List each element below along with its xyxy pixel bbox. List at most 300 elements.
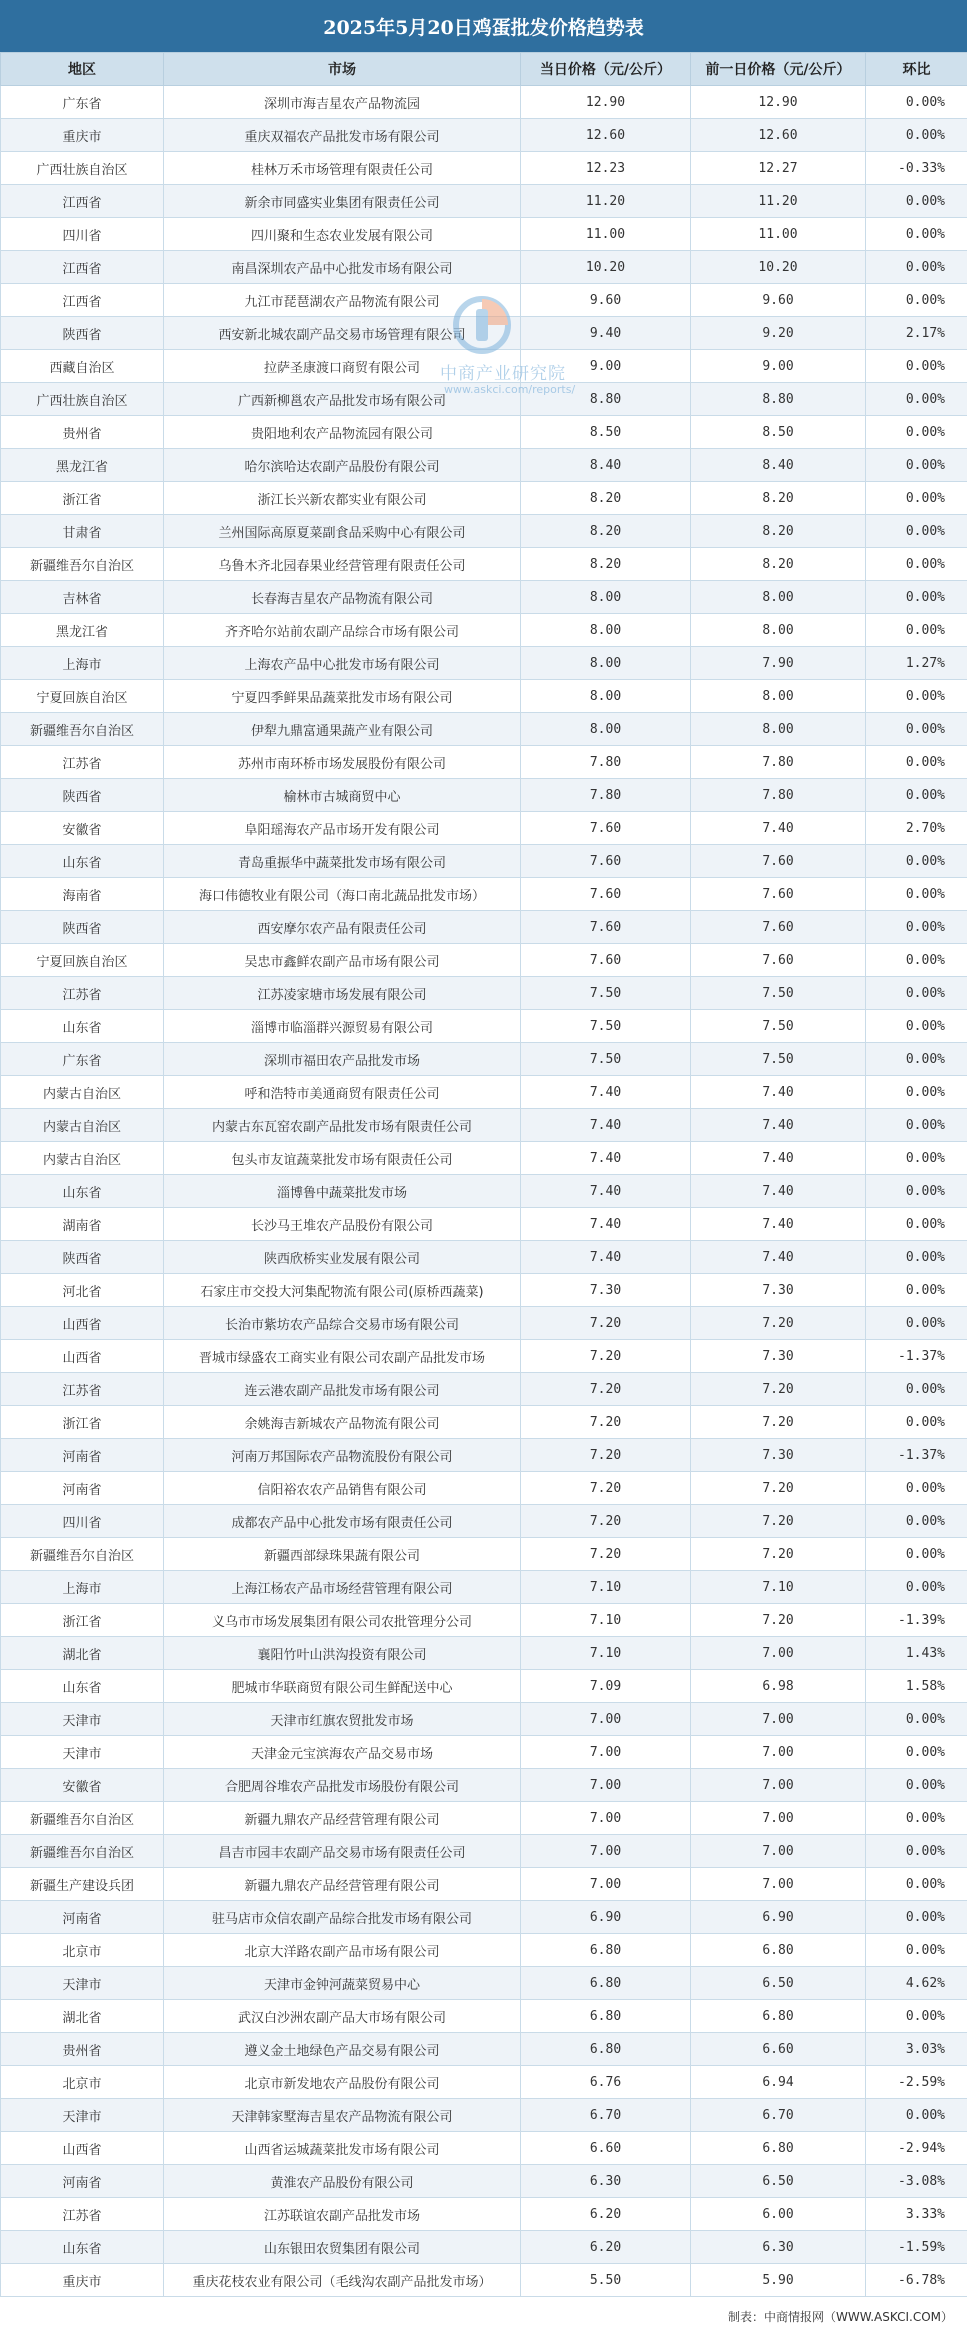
cell-region: 宁夏回族自治区 [1, 944, 164, 977]
cell-market: 天津金元宝滨海农产品交易市场 [164, 1736, 521, 1769]
cell-market: 呼和浩特市美通商贸有限责任公司 [164, 1076, 521, 1109]
cell-market: 淄博市临淄群兴源贸易有限公司 [164, 1010, 521, 1043]
cell-prev-price: 7.40 [691, 1175, 866, 1208]
table-row [1, 779, 967, 812]
table-row [1, 548, 967, 581]
cell-change: 2.70% [866, 812, 967, 845]
cell-today-price: 7.00 [521, 1835, 691, 1868]
cell-change: 0.00% [866, 1406, 967, 1439]
cell-region: 安徽省 [1, 812, 164, 845]
cell-region: 河南省 [1, 1901, 164, 1934]
cell-prev-price: 7.20 [691, 1307, 866, 1340]
cell-prev-price: 7.30 [691, 1274, 866, 1307]
cell-region: 新疆维吾尔自治区 [1, 1538, 164, 1571]
cell-market: 哈尔滨哈达农副产品股份有限公司 [164, 449, 521, 482]
cell-region: 天津市 [1, 1703, 164, 1736]
cell-market: 四川聚和生态农业发展有限公司 [164, 218, 521, 251]
table-row [1, 2165, 967, 2198]
cell-market: 南昌深圳农产品中心批发市场有限公司 [164, 251, 521, 284]
cell-today-price: 7.40 [521, 1109, 691, 1142]
cell-region: 安徽省 [1, 1769, 164, 1802]
cell-market: 山西省运城蔬菜批发市场有限公司 [164, 2132, 521, 2165]
cell-prev-price: 7.30 [691, 1340, 866, 1373]
cell-market: 宁夏四季鲜果品蔬菜批发市场有限公司 [164, 680, 521, 713]
cell-prev-price: 6.80 [691, 1934, 866, 1967]
watermark-url: www.askci.com/reports/ [444, 383, 576, 396]
cell-today-price: 7.40 [521, 1076, 691, 1109]
cell-market: 天津韩家墅海吉星农产品物流有限公司 [164, 2099, 521, 2132]
cell-change: 0.00% [866, 944, 967, 977]
cell-today-price: 6.80 [521, 2000, 691, 2033]
table-row [1, 1340, 967, 1373]
table-row [1, 86, 967, 119]
cell-market: 昌吉市园丰农副产品交易市场有限责任公司 [164, 1835, 521, 1868]
cell-change: 0.00% [866, 713, 967, 746]
cell-market: 天津市红旗农贸批发市场 [164, 1703, 521, 1736]
cell-market: 陕西欣桥实业发展有限公司 [164, 1241, 521, 1274]
cell-market: 上海农产品中心批发市场有限公司 [164, 647, 521, 680]
cell-market: 肥城市华联商贸有限公司生鲜配送中心 [164, 1670, 521, 1703]
table-row [1, 218, 967, 251]
cell-today-price: 7.20 [521, 1505, 691, 1538]
cell-prev-price: 12.60 [691, 119, 866, 152]
table-row [1, 1406, 967, 1439]
cell-today-price: 6.80 [521, 1934, 691, 1967]
cell-today-price: 7.50 [521, 977, 691, 1010]
table-row [1, 2033, 967, 2066]
cell-region: 山西省 [1, 1340, 164, 1373]
cell-change: 0.00% [866, 1505, 967, 1538]
cell-today-price: 6.80 [521, 1967, 691, 2000]
cell-market: 连云港农副产品批发市场有限公司 [164, 1373, 521, 1406]
cell-region: 山东省 [1, 845, 164, 878]
cell-region: 湖南省 [1, 1208, 164, 1241]
cell-region: 湖北省 [1, 2000, 164, 2033]
cell-region: 河南省 [1, 1439, 164, 1472]
table-row [1, 1307, 967, 1340]
cell-prev-price: 7.00 [691, 1703, 866, 1736]
cell-change: 0.00% [866, 878, 967, 911]
cell-region: 广西壮族自治区 [1, 152, 164, 185]
cell-today-price: 11.20 [521, 185, 691, 218]
cell-region: 重庆市 [1, 119, 164, 152]
cell-region: 陕西省 [1, 779, 164, 812]
cell-change: 0.00% [866, 350, 967, 383]
cell-today-price: 7.40 [521, 1208, 691, 1241]
cell-today-price: 7.20 [521, 1373, 691, 1406]
cell-prev-price: 7.20 [691, 1604, 866, 1637]
cell-market: 包头市友谊蔬菜批发市场有限责任公司 [164, 1142, 521, 1175]
table-row [1, 1835, 967, 1868]
cell-market: 北京市新发地农产品股份有限公司 [164, 2066, 521, 2099]
table-row [1, 1538, 967, 1571]
table-row [1, 1076, 967, 1109]
table-row [1, 1934, 967, 1967]
cell-prev-price: 8.80 [691, 383, 866, 416]
cell-region: 山东省 [1, 2231, 164, 2264]
cell-prev-price: 6.80 [691, 2000, 866, 2033]
cell-region: 天津市 [1, 2099, 164, 2132]
cell-region: 浙江省 [1, 1406, 164, 1439]
cell-change: 0.00% [866, 1175, 967, 1208]
cell-market: 拉萨圣康渡口商贸有限公司 [164, 350, 521, 383]
cell-today-price: 5.50 [521, 2264, 691, 2297]
cell-prev-price: 7.60 [691, 845, 866, 878]
table-row [1, 449, 967, 482]
cell-change: 3.33% [866, 2198, 967, 2231]
cell-prev-price: 7.40 [691, 1109, 866, 1142]
cell-prev-price: 8.20 [691, 482, 866, 515]
cell-prev-price: 6.70 [691, 2099, 866, 2132]
cell-prev-price: 7.20 [691, 1505, 866, 1538]
cell-market: 西安摩尔农产品有限责任公司 [164, 911, 521, 944]
table-row [1, 1142, 967, 1175]
cell-prev-price: 6.90 [691, 1901, 866, 1934]
cell-change: 0.00% [866, 1142, 967, 1175]
cell-region: 新疆生产建设兵团 [1, 1868, 164, 1901]
cell-market: 深圳市福田农产品批发市场 [164, 1043, 521, 1076]
cell-today-price: 7.20 [521, 1439, 691, 1472]
cell-today-price: 11.00 [521, 218, 691, 251]
table-row [1, 1109, 967, 1142]
cell-change: 0.00% [866, 1241, 967, 1274]
table-row [1, 1571, 967, 1604]
table-row [1, 1439, 967, 1472]
cell-change: 0.00% [866, 614, 967, 647]
cell-region: 新疆维吾尔自治区 [1, 713, 164, 746]
cell-change: 0.00% [866, 911, 967, 944]
cell-prev-price: 8.00 [691, 581, 866, 614]
cell-today-price: 6.30 [521, 2165, 691, 2198]
cell-prev-price: 7.40 [691, 1241, 866, 1274]
cell-change: 0.00% [866, 2099, 967, 2132]
table-row [1, 1208, 967, 1241]
cell-market: 贵阳地利农产品物流园有限公司 [164, 416, 521, 449]
cell-market: 上海江杨农产品市场经营管理有限公司 [164, 1571, 521, 1604]
table-row [1, 152, 967, 185]
cell-today-price: 9.40 [521, 317, 691, 350]
table-row [1, 1967, 967, 2000]
cell-today-price: 7.20 [521, 1307, 691, 1340]
cell-market: 长治市紫坊农产品综合交易市场有限公司 [164, 1307, 521, 1340]
cell-prev-price: 7.20 [691, 1472, 866, 1505]
cell-today-price: 7.00 [521, 1736, 691, 1769]
cell-today-price: 8.00 [521, 614, 691, 647]
cell-prev-price: 8.00 [691, 713, 866, 746]
cell-change: 0.00% [866, 1703, 967, 1736]
cell-change: 0.00% [866, 1802, 967, 1835]
table-row [1, 944, 967, 977]
cell-market: 义乌市市场发展集团有限公司农批管理分公司 [164, 1604, 521, 1637]
cell-region: 广西壮族自治区 [1, 383, 164, 416]
cell-region: 山东省 [1, 1670, 164, 1703]
table-body [1, 86, 967, 2297]
cell-market: 晋城市绿盛农工商实业有限公司农副产品批发市场 [164, 1340, 521, 1373]
cell-change: 0.00% [866, 416, 967, 449]
cell-prev-price: 6.80 [691, 2132, 866, 2165]
cell-today-price: 7.40 [521, 1142, 691, 1175]
cell-change: 1.43% [866, 1637, 967, 1670]
table-row [1, 845, 967, 878]
cell-region: 西藏自治区 [1, 350, 164, 383]
table-row [1, 119, 967, 152]
cell-prev-price: 7.00 [691, 1835, 866, 1868]
cell-prev-price: 6.94 [691, 2066, 866, 2099]
table-row [1, 284, 967, 317]
cell-change: -2.94% [866, 2132, 967, 2165]
table-row [1, 1175, 967, 1208]
cell-region: 广东省 [1, 1043, 164, 1076]
cell-prev-price: 7.60 [691, 944, 866, 977]
cell-today-price: 7.50 [521, 1010, 691, 1043]
cell-prev-price: 12.27 [691, 152, 866, 185]
table-row [1, 713, 967, 746]
cell-market: 长沙马王堆农产品股份有限公司 [164, 1208, 521, 1241]
cell-market: 浙江长兴新农都实业有限公司 [164, 482, 521, 515]
cell-today-price: 7.50 [521, 1043, 691, 1076]
cell-change: 0.00% [866, 1109, 967, 1142]
table-row [1, 2132, 967, 2165]
cell-market: 阜阳瑶海农产品市场开发有限公司 [164, 812, 521, 845]
cell-market: 山东银田农贸集团有限公司 [164, 2231, 521, 2264]
cell-prev-price: 7.90 [691, 647, 866, 680]
cell-today-price: 12.90 [521, 86, 691, 119]
cell-market: 重庆双福农产品批发市场有限公司 [164, 119, 521, 152]
cell-region: 海南省 [1, 878, 164, 911]
table-row [1, 2231, 967, 2264]
cell-prev-price: 7.40 [691, 1142, 866, 1175]
cell-prev-price: 7.80 [691, 779, 866, 812]
cell-today-price: 6.60 [521, 2132, 691, 2165]
cell-market: 黄淮农产品股份有限公司 [164, 2165, 521, 2198]
header-prev-price: 前一日价格（元/公斤） [691, 53, 866, 86]
cell-change: 0.00% [866, 779, 967, 812]
cell-region: 山东省 [1, 1175, 164, 1208]
cell-today-price: 7.40 [521, 1175, 691, 1208]
cell-change: 0.00% [866, 1538, 967, 1571]
cell-change: 0.00% [866, 86, 967, 119]
cell-today-price: 8.40 [521, 449, 691, 482]
cell-prev-price: 6.98 [691, 1670, 866, 1703]
cell-prev-price: 6.50 [691, 1967, 866, 2000]
cell-change: 0.00% [866, 1472, 967, 1505]
cell-prev-price: 8.00 [691, 680, 866, 713]
cell-market: 吴忠市鑫鲜农副产品市场有限公司 [164, 944, 521, 977]
cell-prev-price: 7.20 [691, 1373, 866, 1406]
cell-prev-price: 7.50 [691, 1043, 866, 1076]
cell-change: 2.17% [866, 317, 967, 350]
cell-market: 驻马店市众信农副产品综合批发市场有限公司 [164, 1901, 521, 1934]
table-row [1, 1010, 967, 1043]
cell-change: 0.00% [866, 1373, 967, 1406]
cell-region: 新疆维吾尔自治区 [1, 548, 164, 581]
cell-change: 1.58% [866, 1670, 967, 1703]
cell-today-price: 7.09 [521, 1670, 691, 1703]
cell-region: 天津市 [1, 1736, 164, 1769]
cell-prev-price: 7.40 [691, 812, 866, 845]
cell-today-price: 7.40 [521, 1241, 691, 1274]
cell-change: 0.00% [866, 1835, 967, 1868]
cell-region: 北京市 [1, 2066, 164, 2099]
table-row [1, 1373, 967, 1406]
table-row [1, 680, 967, 713]
cell-region: 宁夏回族自治区 [1, 680, 164, 713]
cell-region: 黑龙江省 [1, 614, 164, 647]
cell-change: -1.59% [866, 2231, 967, 2264]
cell-prev-price: 7.50 [691, 977, 866, 1010]
table-row [1, 1703, 967, 1736]
cell-change: 0.00% [866, 1208, 967, 1241]
cell-prev-price: 7.60 [691, 911, 866, 944]
cell-today-price: 8.00 [521, 680, 691, 713]
table-row [1, 647, 967, 680]
cell-market: 重庆花枝农业有限公司（毛线沟农副产品批发市场） [164, 2264, 521, 2297]
cell-change: 0.00% [866, 1274, 967, 1307]
cell-change: 0.00% [866, 1571, 967, 1604]
table-row [1, 2066, 967, 2099]
table-row [1, 581, 967, 614]
table-row [1, 878, 967, 911]
cell-market: 新疆九鼎农产品经营管理有限公司 [164, 1802, 521, 1835]
cell-change: -6.78% [866, 2264, 967, 2297]
table-row [1, 251, 967, 284]
cell-today-price: 7.20 [521, 1340, 691, 1373]
footer [0, 2300, 967, 2331]
table-row [1, 2198, 967, 2231]
cell-change: 4.62% [866, 1967, 967, 2000]
cell-region: 陕西省 [1, 317, 164, 350]
cell-today-price: 7.00 [521, 1802, 691, 1835]
cell-region: 江苏省 [1, 2198, 164, 2231]
header-today-price: 当日价格（元/公斤） [521, 53, 691, 86]
cell-prev-price: 7.00 [691, 1802, 866, 1835]
cell-today-price: 8.20 [521, 515, 691, 548]
cell-today-price: 8.00 [521, 581, 691, 614]
cell-region: 黑龙江省 [1, 449, 164, 482]
table-header-row [1, 53, 967, 86]
cell-market: 江苏凌家塘市场发展有限公司 [164, 977, 521, 1010]
cell-prev-price: 6.50 [691, 2165, 866, 2198]
cell-region: 浙江省 [1, 1604, 164, 1637]
header-region: 地区 [1, 53, 164, 86]
cell-market: 北京大洋路农副产品市场有限公司 [164, 1934, 521, 1967]
table-row [1, 911, 967, 944]
cell-change: 0.00% [866, 2000, 967, 2033]
cell-prev-price: 7.60 [691, 878, 866, 911]
table-row [1, 1769, 967, 1802]
cell-today-price: 7.60 [521, 812, 691, 845]
price-table [0, 52, 967, 2297]
table-row [1, 1472, 967, 1505]
cell-change: 0.00% [866, 218, 967, 251]
cell-change: 1.27% [866, 647, 967, 680]
cell-today-price: 6.76 [521, 2066, 691, 2099]
cell-market: 深圳市海吉星农产品物流园 [164, 86, 521, 119]
cell-today-price: 7.60 [521, 944, 691, 977]
cell-market: 信阳裕农农产品销售有限公司 [164, 1472, 521, 1505]
cell-change: -1.37% [866, 1340, 967, 1373]
table-row [1, 1043, 967, 1076]
cell-region: 山东省 [1, 1010, 164, 1043]
cell-change: -1.39% [866, 1604, 967, 1637]
cell-change: 0.00% [866, 1934, 967, 1967]
cell-change: 0.00% [866, 845, 967, 878]
cell-prev-price: 7.50 [691, 1010, 866, 1043]
cell-prev-price: 7.00 [691, 1637, 866, 1670]
cell-today-price: 8.00 [521, 647, 691, 680]
cell-region: 浙江省 [1, 482, 164, 515]
cell-today-price: 6.80 [521, 2033, 691, 2066]
cell-market: 长春海吉星农产品物流有限公司 [164, 581, 521, 614]
cell-prev-price: 9.00 [691, 350, 866, 383]
cell-market: 天津市金钟河蔬菜贸易中心 [164, 1967, 521, 2000]
cell-today-price: 7.30 [521, 1274, 691, 1307]
cell-today-price: 12.23 [521, 152, 691, 185]
cell-change: 0.00% [866, 482, 967, 515]
cell-today-price: 7.20 [521, 1538, 691, 1571]
cell-change: 0.00% [866, 1307, 967, 1340]
cell-today-price: 8.50 [521, 416, 691, 449]
cell-change: 0.00% [866, 284, 967, 317]
cell-prev-price: 7.00 [691, 1736, 866, 1769]
cell-change: 0.00% [866, 515, 967, 548]
cell-market: 苏州市南环桥市场发展股份有限公司 [164, 746, 521, 779]
cell-region: 甘肃省 [1, 515, 164, 548]
cell-prev-price: 9.60 [691, 284, 866, 317]
cell-change: 0.00% [866, 119, 967, 152]
header-change: 环比 [866, 53, 967, 86]
cell-today-price: 7.10 [521, 1637, 691, 1670]
cell-today-price: 7.00 [521, 1769, 691, 1802]
cell-today-price: 8.20 [521, 548, 691, 581]
table-row [1, 2099, 967, 2132]
cell-today-price: 10.20 [521, 251, 691, 284]
cell-today-price: 6.70 [521, 2099, 691, 2132]
cell-change: 0.00% [866, 1769, 967, 1802]
cell-change: 0.00% [866, 1076, 967, 1109]
cell-market: 新疆西部绿珠果蔬有限公司 [164, 1538, 521, 1571]
cell-market: 伊犁九鼎富通果蔬产业有限公司 [164, 713, 521, 746]
cell-change: 0.00% [866, 185, 967, 218]
cell-today-price: 8.80 [521, 383, 691, 416]
table-row [1, 1670, 967, 1703]
cell-market: 襄阳竹叶山洪沟投资有限公司 [164, 1637, 521, 1670]
cell-market: 海口伟德牧业有限公司（海口南北蔬品批发市场） [164, 878, 521, 911]
table-row [1, 185, 967, 218]
cell-region: 江苏省 [1, 746, 164, 779]
cell-region: 重庆市 [1, 2264, 164, 2297]
cell-market: 合肥周谷堆农产品批发市场股份有限公司 [164, 1769, 521, 1802]
table-row [1, 1901, 967, 1934]
cell-region: 山西省 [1, 2132, 164, 2165]
cell-today-price: 6.90 [521, 1901, 691, 1934]
table-row [1, 1736, 967, 1769]
cell-market: 榆林市古城商贸中心 [164, 779, 521, 812]
cell-region: 贵州省 [1, 2033, 164, 2066]
cell-change: -0.33% [866, 152, 967, 185]
cell-market: 乌鲁木齐北园春果业经营管理有限责任公司 [164, 548, 521, 581]
cell-region: 上海市 [1, 647, 164, 680]
cell-change: 0.00% [866, 1901, 967, 1934]
cell-today-price: 7.00 [521, 1868, 691, 1901]
table-row [1, 1505, 967, 1538]
cell-market: 内蒙古东瓦窑农副产品批发市场有限责任公司 [164, 1109, 521, 1142]
cell-region: 陕西省 [1, 911, 164, 944]
table-row [1, 1802, 967, 1835]
cell-region: 内蒙古自治区 [1, 1076, 164, 1109]
cell-today-price: 7.20 [521, 1472, 691, 1505]
cell-region: 四川省 [1, 1505, 164, 1538]
